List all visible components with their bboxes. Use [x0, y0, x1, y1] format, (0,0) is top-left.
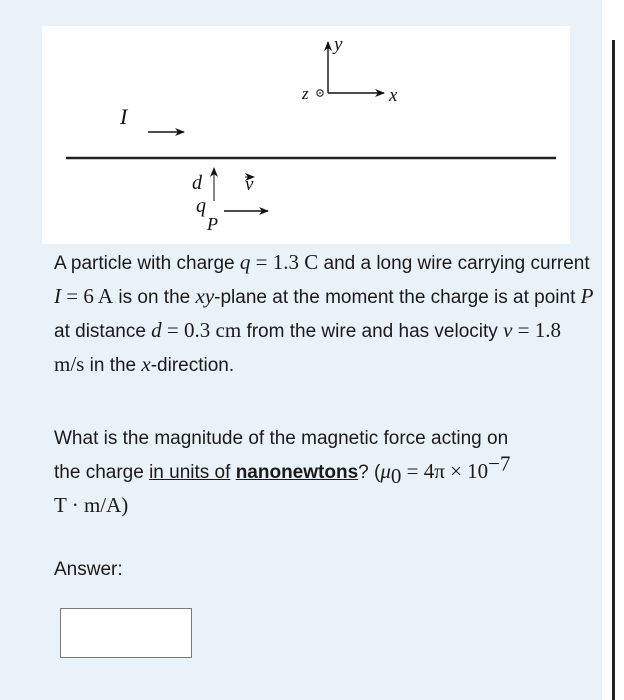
current-label: I [120, 104, 128, 129]
axis-x-label: x [389, 85, 398, 106]
charge-label: q [196, 195, 206, 217]
answer-label: Answer: [54, 559, 123, 580]
problem-figure [42, 26, 570, 244]
problem-statement: A particle with charge q = 1.3 C and a long wire carrying current I = 6 A is on the xy-plane at the moment the charge is at point P at distance d = 0.3 cm from the wire and has velocity v = 1.8 m/s in the x-direction. [54, 250, 594, 376]
point-label: P [207, 214, 218, 234]
answer-input[interactable] [60, 608, 192, 658]
question-text: What is the magnitude of the magnetic force acting on the charge in units of nanonewtons? ($\mu_0 = 4\pi \times 10^{-7}$ T · m/A) [54, 428, 511, 517]
axis-y-label: y [334, 34, 343, 55]
wire-diagram [42, 26, 570, 244]
axis-z-label: z [302, 84, 309, 103]
distance-label: d [192, 172, 202, 194]
velocity-label: v [245, 174, 254, 195]
right-border [612, 40, 615, 700]
